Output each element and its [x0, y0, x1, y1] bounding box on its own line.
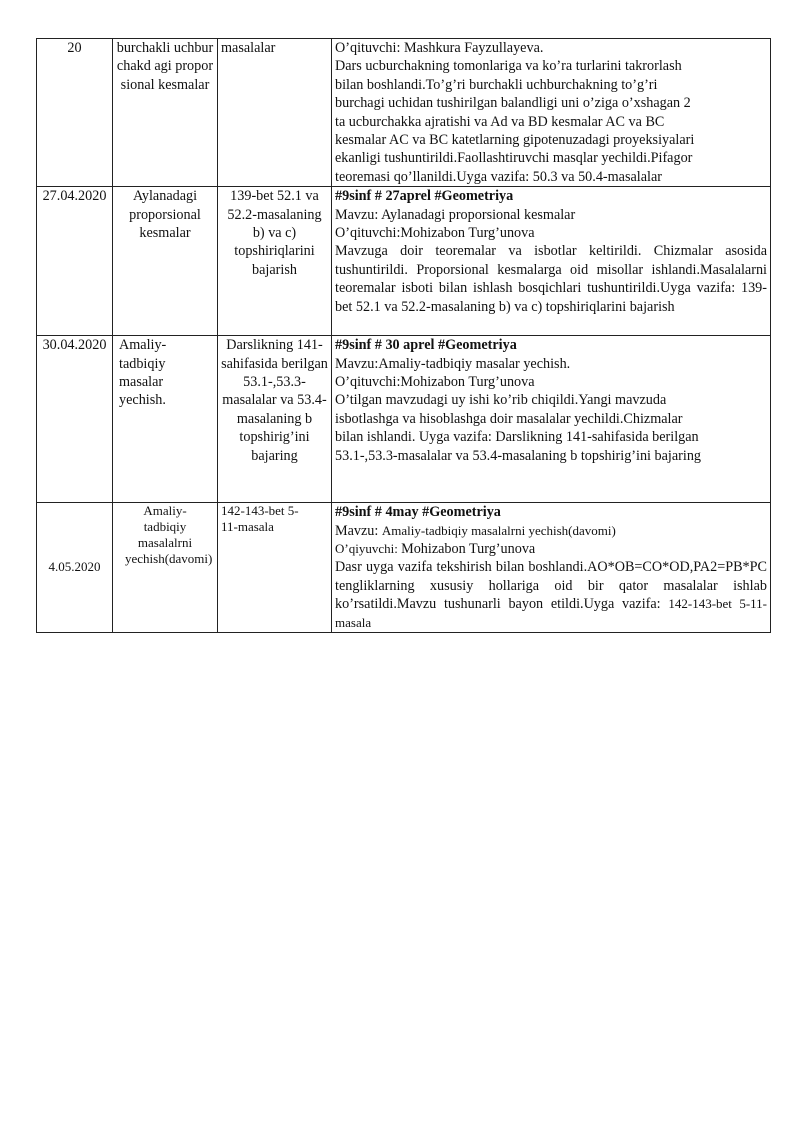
- lesson-body: [335, 558, 767, 632]
- topic-cell: Amaliy-tadbiqiy masalalrni yechish(davomi): [113, 503, 218, 633]
- description-line: ekanligi tushuntirildi.Faollashtiruvchi masqlar yechildi.Pifagor: [335, 150, 693, 167]
- description-cell: [332, 336, 771, 503]
- lesson-table: [36, 38, 771, 633]
- description-line: ta ucburchakka ajratishi va Ad va BD kesmalar AC va BC: [335, 113, 665, 130]
- lesson-teacher: [335, 540, 767, 558]
- homework-cell: Darslikning 141-sahifasida berilgan 53.1-,53.3-masalalar va 53.4-masalaning b topshirig’ini bajaring: [218, 336, 332, 503]
- lesson-header: #9sinf # 30 aprel #Geometriya: [335, 337, 517, 354]
- lesson-body: Mavzuga doir teoremalar va isbotlar keltirildi. Chizmalar asosida tushuntirildi. Proporsional kesmalarga oid misollar ishlandi.Masalalarni teoremalar isboti bilan ishlash bosqichlari tushuntirildi.Uyga vazifa: 139-bet 52.1 va 52.2-masalaning b) va c) topshiriqlarini bajarish: [335, 243, 767, 315]
- description-line: teoremasi qo’llanildi.Uyga vazifa: 50.3 va 50.4-masalalar: [335, 168, 662, 185]
- description-line: 53.1-,53.3-masalalar va 53.4-masalaning b topshirig’ini bajaring: [335, 447, 702, 464]
- homework-cell: masalalar: [218, 39, 332, 187]
- lesson-topic: Mavzu: Aylanadagi proporsional kesmalar: [335, 206, 576, 223]
- body-homework: 142-143-bet 5-11-masala: [335, 596, 768, 630]
- description-cell: [332, 503, 771, 633]
- description-line: O’tilgan mavzudagi uy ishi ko’rib chiqildi.Yangi mavzuda: [335, 392, 667, 409]
- lesson-teacher: O’qituvchi:Mohizabon Turg’unova: [335, 374, 535, 391]
- table-row: [37, 39, 771, 187]
- date-cell: 30.04.2020: [37, 336, 113, 503]
- lesson-topic: Mavzu:Amaliy-tadbiqiy masalar yechish.: [335, 355, 571, 372]
- description-line: burchagi uchidan tushirilgan balandligi uni o’ziga o’xshagan 2: [335, 95, 691, 112]
- teacher-value: Mohizabon Turg’unova: [401, 541, 536, 558]
- description-line: isbotlashga va hisoblashga doir masalalar yechildi.Chizmalar: [335, 410, 683, 427]
- date-cell: 20: [37, 39, 113, 187]
- lesson-topic: [335, 522, 767, 540]
- description-line: Dars ucburchakning tomonlariga va ko’ra turlarini takrorlash: [335, 58, 682, 75]
- lesson-header: #9sinf # 27aprel #Geometriya: [335, 188, 514, 205]
- lesson-header: #9sinf # 4may #Geometriya: [335, 504, 501, 521]
- lesson-teacher: O’qituvchi:Mohizabon Turg’unova: [335, 225, 535, 242]
- topic-cell: Amaliy-tadbiqiy masalar yechish.: [113, 336, 218, 503]
- description-line: bilan ishlandi. Uyga vazifa: Darslikning 141-sahifasida berilgan: [335, 429, 699, 446]
- topic-value: Amaliy-tadbiqiy masalalrni yechish(davomi): [381, 522, 616, 538]
- topic-label: Mavzu:: [335, 522, 382, 539]
- date-cell: 4.05.2020: [37, 503, 113, 633]
- table-row: [37, 336, 771, 503]
- teacher-label: O’qiyuvchi:: [335, 541, 402, 557]
- table-row: [37, 503, 771, 633]
- topic-cell: burchakli uchburchakd agi proporsional kesmalar: [113, 39, 218, 187]
- table-row: [37, 187, 771, 336]
- description-cell: [332, 187, 771, 336]
- homework-cell: 142-143-bet 5-11-masala: [218, 503, 332, 633]
- body-text: Dasr uyga vazifa tekshirish bilan boshlandi.AO*OB=CO*OD,PA2=PB*PC tengliklarning xususiy hollariga oid bir qator masalalar ishlab ko’rsatildi.Mavzu tushunarli bayon etildi.Uyga vazifa:: [335, 559, 767, 613]
- description-line: kesmalar AC va BC katetlarning gipotenuzadagi proyeksiyalari: [335, 132, 695, 149]
- topic-cell: Aylanadagi proporsional kesmalar: [113, 187, 218, 336]
- description-line: bilan boshlandi.To’g’ri burchakli uchburchakning to’g’ri: [335, 76, 658, 93]
- description-line: O’qituvchi: Mashkura Fayzullayeva.: [335, 40, 544, 56]
- homework-cell: 139-bet 52.1 va 52.2-masalaning b) va c) topshiriqlarini bajarish: [218, 187, 332, 336]
- date-cell: 27.04.2020: [37, 187, 113, 336]
- description-cell: [332, 39, 771, 187]
